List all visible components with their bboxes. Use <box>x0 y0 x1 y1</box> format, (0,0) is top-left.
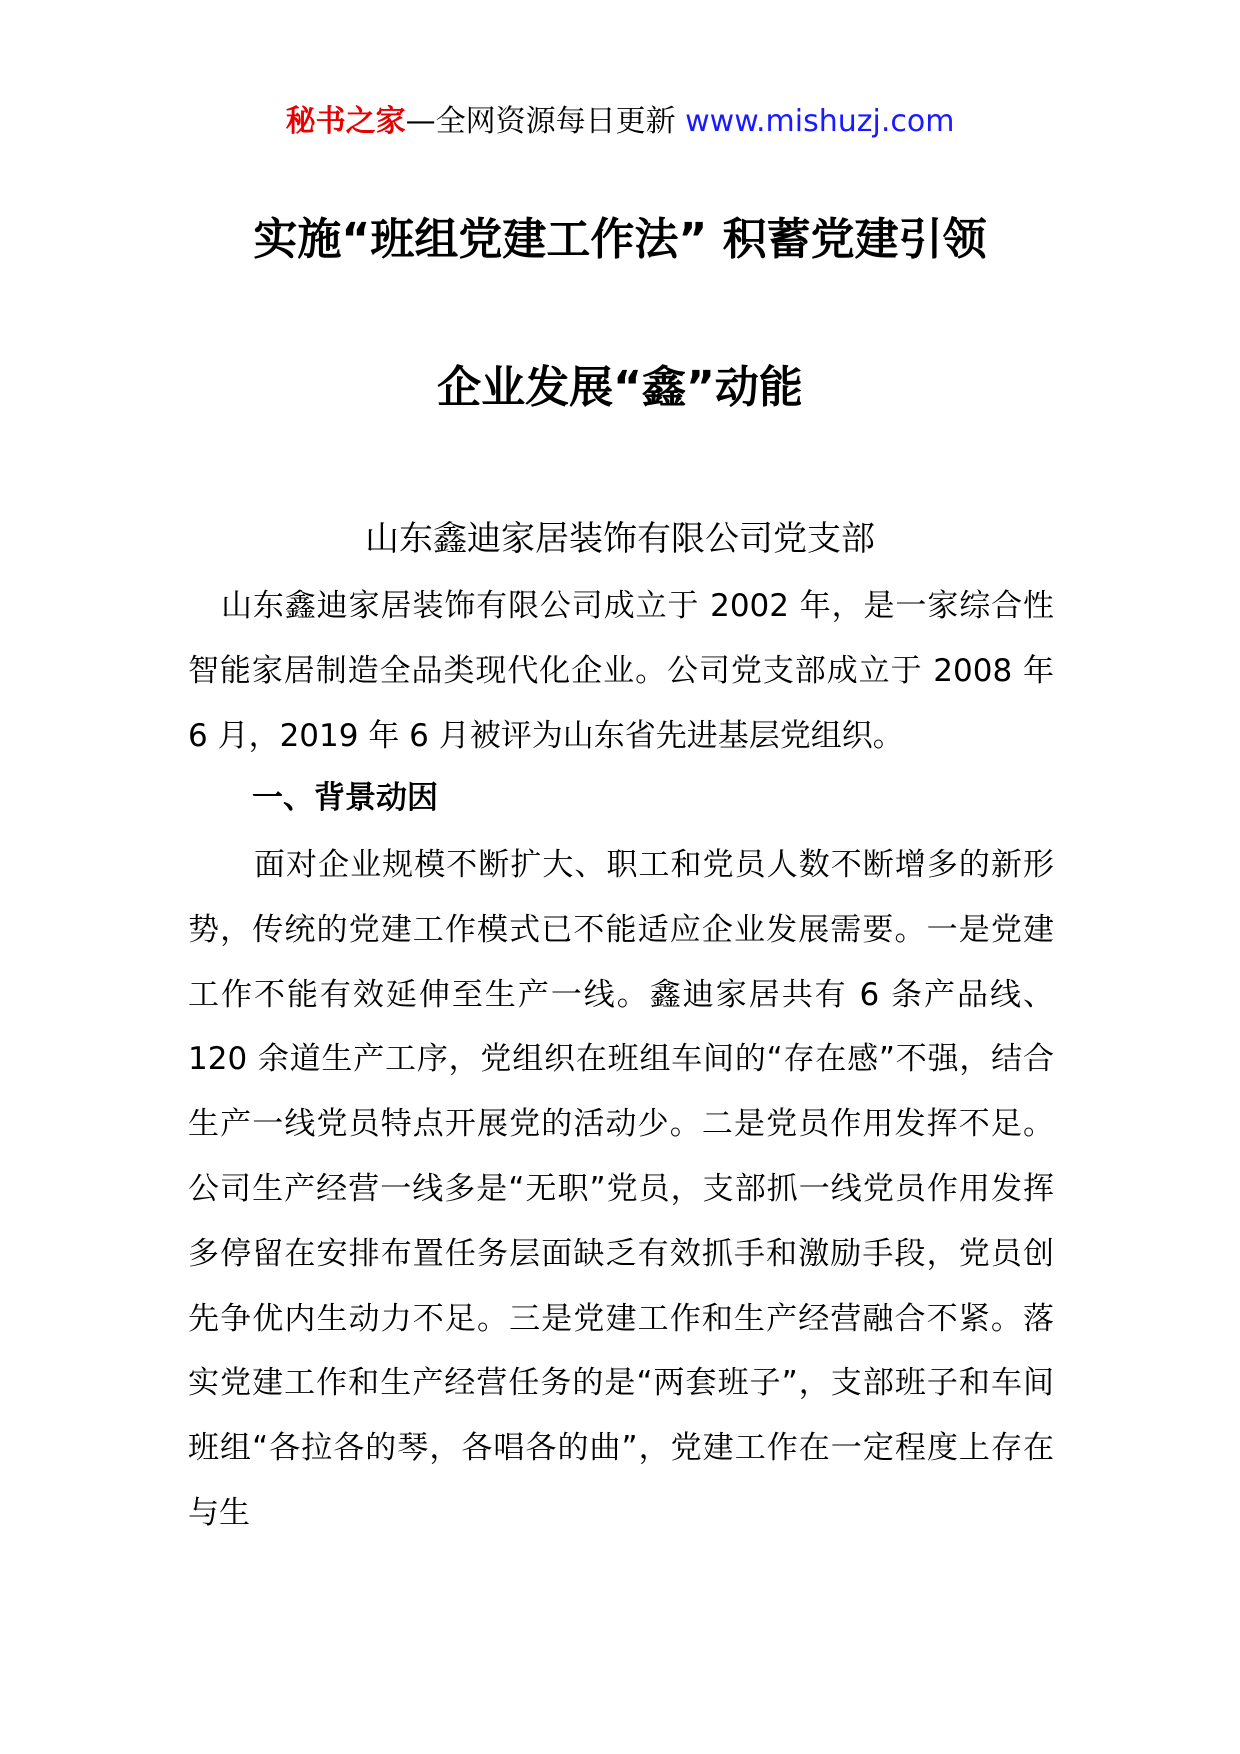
site-url-link[interactable]: www.mishuzj.com <box>685 104 955 139</box>
organization-name: 山东鑫迪家居装饰有限公司党支部 <box>365 519 875 559</box>
site-tagline: —全网资源每日更新 <box>405 104 686 139</box>
background-paragraph: 面对企业规模不断扩大、职工和党员人数不断增多的新形势，传统的党建工作模式已不能适应企业发展需要。一是党建工作不能有效延伸至生产一线。鑫迪家居共有 6 条产品线、120 余道生产工序，党组织在班组车间的“存在感”不强，结合生产一线党员特点开展党的活动少。二是党员作用发挥不足。公司生产经营一线多是“无职”党员，支部抓一线党员作用发挥多停留在安排布置任务层面缺乏有效抓手和激励手段，党员创先争优内生动力不足。三是党建工作和生产经营融合不紧。落实党建工作和生产经营任务的是“两套班子”，支部班子和车间班组“各拉各的琴，各唱各的曲”，党建工作在一定程度上存在与生 <box>188 847 1054 1531</box>
document-title-line-2: 企业发展“鑫”动能 <box>437 362 803 413</box>
section-heading: 一、背景动因 <box>252 780 438 816</box>
intro-paragraph: 山东鑫迪家居装饰有限公司成立于 2002 年，是一家综合性智能家居制造全品类现代化企业。公司党支部成立于 2008 年 6 月，2019 年 6 月被评为山东省先进基层党组织。 <box>188 588 1054 754</box>
site-header <box>0 100 1240 144</box>
intro-paragraph-block <box>188 574 1054 768</box>
site-brand: 秘书之家 <box>285 104 406 139</box>
document-title-line-1: 实施“班组党建工作法” 积蓄党建引领 <box>253 214 987 265</box>
background-paragraph-block <box>188 833 1054 1546</box>
